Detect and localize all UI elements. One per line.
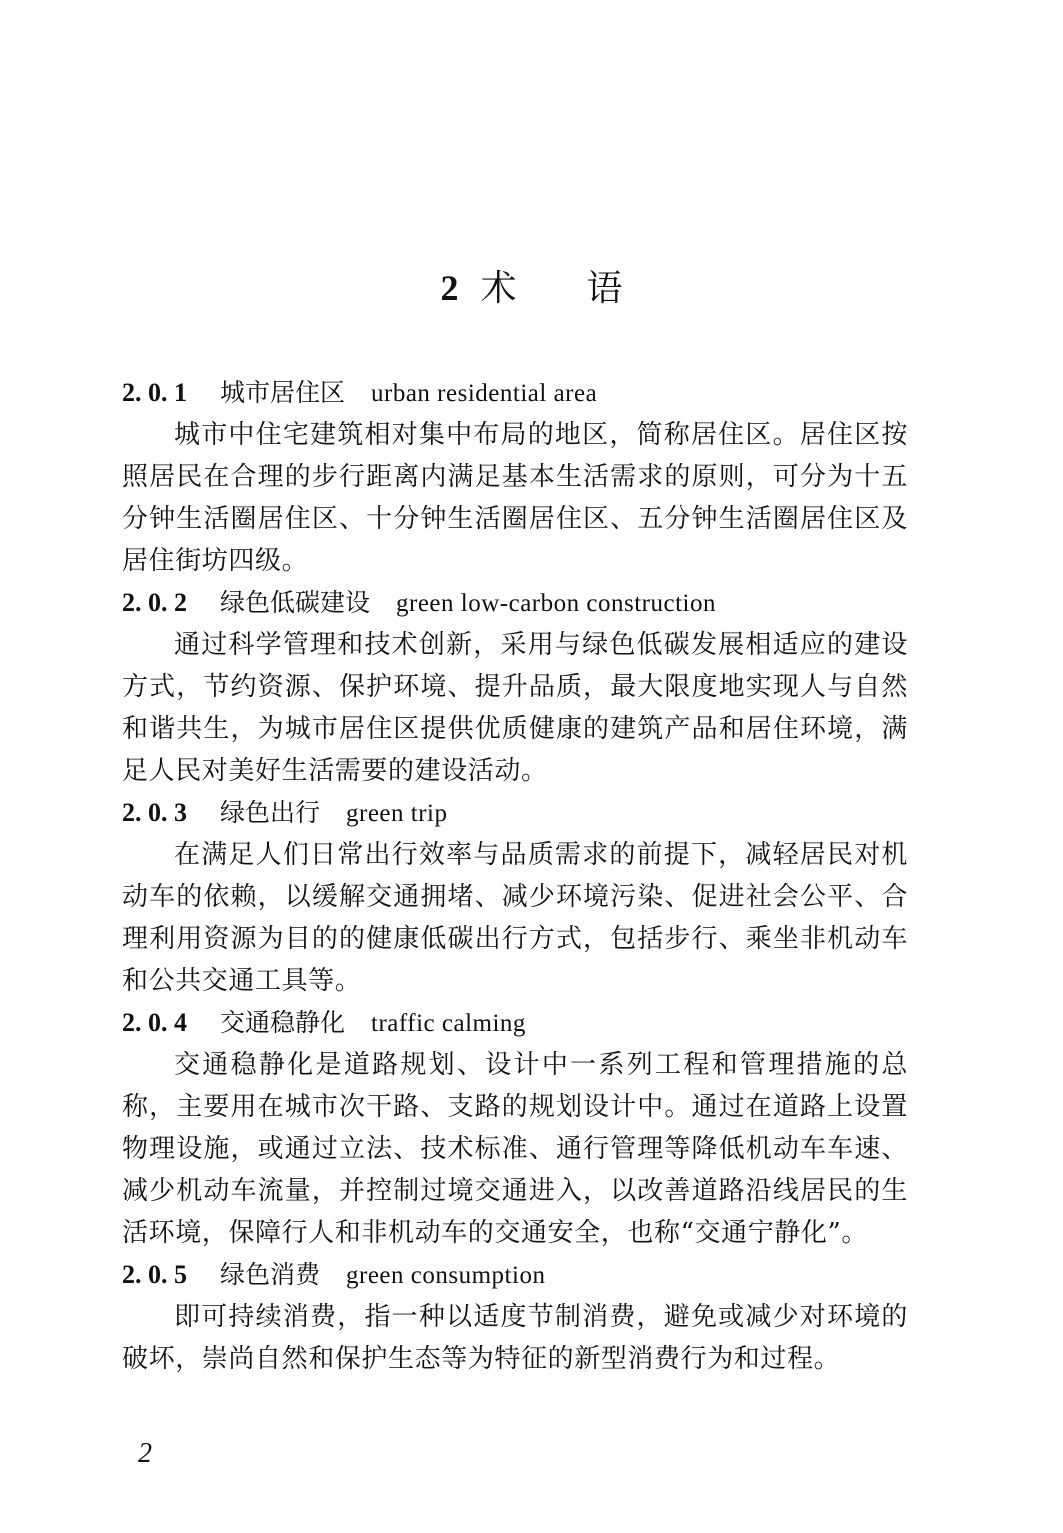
term-heading [122,372,908,414]
page-number: 2 [138,1438,152,1469]
term-heading [122,582,908,624]
term-chinese: 绿色消费 [220,1260,321,1289]
term-english: green low-carbon construction [396,590,716,617]
chapter-number: 2 [440,268,459,308]
term-chinese: 城市居住区 [220,378,346,407]
term-code: 2. 0. 4 [122,1008,187,1037]
term-english: urban residential area [371,380,598,407]
term-code: 2. 0. 5 [122,1260,187,1289]
term-entry [122,372,908,582]
term-definition: 在满足人们日常出行效率与品质需求的前提下，减轻居民对机动车的依赖，以缓解交通拥堵、减少环境污染、促进社会公平、合理利用资源为目的的健康低碳出行方式，包括步行、乘坐非机动车和公共交通工具等。 [122,840,908,996]
term-chinese: 绿色低碳建设 [220,588,371,617]
term-entry [122,792,908,1002]
term-definition: 通过科学管理和技术创新，采用与绿色低碳发展相适应的建设方式，节约资源、保护环境、提升品质，最大限度地实现人与自然和谐共生，为城市居住区提供优质健康的建筑产品和居住环境，满足人民对美好生活需要的建设活动。 [122,630,908,786]
chapter-title-part2: 语 [586,268,623,309]
term-english: traffic calming [371,1010,526,1037]
term-heading [122,792,908,834]
term-code: 2. 0. 2 [122,588,187,617]
chapter-title [0,262,1063,315]
term-code: 2. 0. 3 [122,798,187,827]
terms-section [122,372,908,1380]
term-english: green trip [346,800,448,827]
chapter-title-part1: 术 [480,268,517,309]
term-chinese: 绿色出行 [220,798,321,827]
term-definition: 交通稳静化是道路规划、设计中一系列工程和管理措施的总称，主要用在城市次干路、支路的规划设计中。通过在道路上设置物理设施，或通过立法、技术标准、通行管理等降低机动车车速、减少机动车流量，并控制过境交通进入，以改善道路沿线居民的生活环境，保障行人和非机动车的交通安全，也称“交通宁静化”。 [122,1050,908,1248]
term-heading [122,1254,908,1296]
term-entry [122,1254,908,1380]
term-chinese: 交通稳静化 [220,1008,346,1037]
term-definition: 城市中住宅建筑相对集中布局的地区，简称居住区。居住区按照居民在合理的步行距离内满足基本生活需求的原则，可分为十五分钟生活圈居住区、十分钟生活圈居住区、五分钟生活圈居住区及居住街坊四级。 [122,420,908,576]
term-definition: 即可持续消费，指一种以适度节制消费，避免或减少对环境的破坏，崇尚自然和保护生态等为特征的新型消费行为和过程。 [122,1302,908,1374]
term-entry [122,582,908,792]
term-heading [122,1002,908,1044]
term-entry [122,1002,908,1254]
term-code: 2. 0. 1 [122,378,187,407]
term-english: green consumption [346,1262,546,1289]
